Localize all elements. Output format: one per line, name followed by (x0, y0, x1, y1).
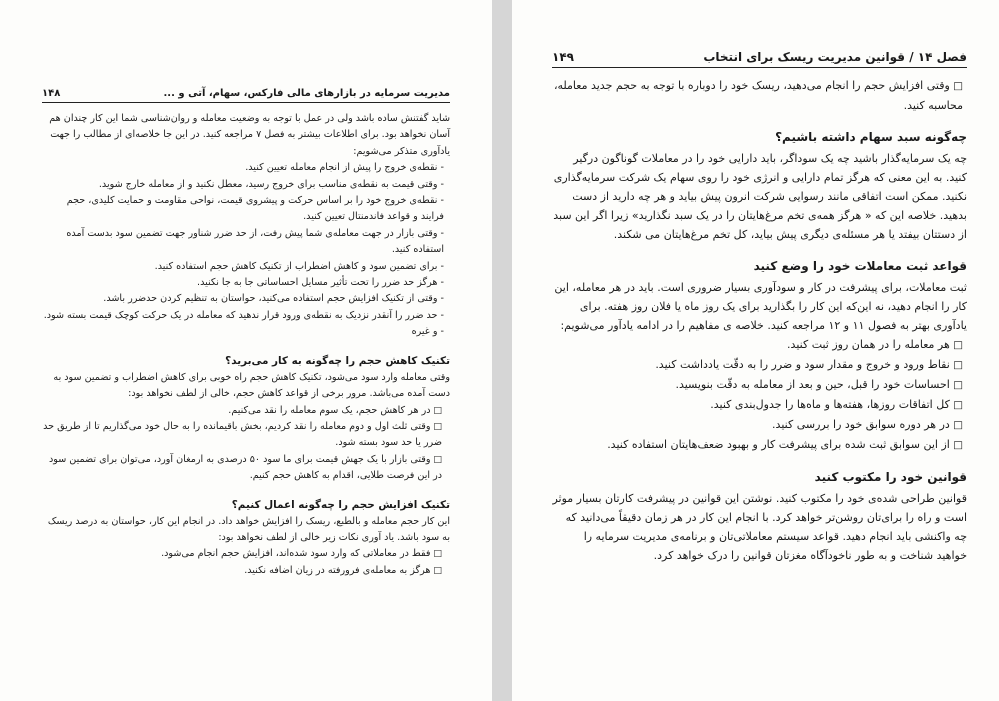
list-item: - حد ضرر را آنقدر نزدیک به نقطه‌ی ورود قرار ندهید که معامله در یک حرکت کوچک قیمت بسته شود. (42, 308, 450, 324)
section-paragraph: این کار حجم معامله و بالطبع، ریسک را افزایش خواهد داد. در انجام این کار، حواستان به درصد ریسک به سود باشد. یاد آوری نکات زیر خالی از لطف نخواهد بود: (47, 515, 450, 543)
list-item: - وقتی از تکنیک افزایش حجم استفاده می‌کنید، حواستان به تنظیم کردن حدضرر باشد. (42, 291, 450, 307)
checkbox-list (42, 546, 450, 579)
checkbox-list (552, 335, 967, 455)
list-item: □ وقتی افزایش حجم را انجام می‌دهید، ریسک خود را دوباره با توجه به حجم جدید معامله، محاسبه کنید. (552, 76, 967, 115)
list-item: □ در هر دوره سوابق خود را بررسی کنید. (552, 415, 967, 435)
running-title: مدیریت سرمایه در بازارهای مالی فارکس، سهام، آتی و ... (163, 88, 450, 99)
list-item: - هرگز حد ضرر را تحت تأثیر مسایل احساساتی جا به جا نکنید. (42, 275, 450, 291)
checkbox-list (42, 403, 450, 485)
page-number: ۱۴۹ (552, 50, 574, 64)
list-item: □ وقتی بازار با یک جهش قیمت برای ما سود ۵۰ درصدی به ارمغان آورد، می‌توان برای تضمین سود در این فرصت طلایی، اقدام به کاهش حجم کنیم. (42, 452, 450, 485)
book-gutter (492, 0, 512, 701)
list-item: □ نقاط ورود و خروج و مقدار سود و ضرر را به دقّت یادداشت کنید. (552, 355, 967, 375)
list-item: □ فقط در معاملاتی که وارد سود شده‌اند، افزایش حجم انجام می‌شود. (42, 546, 450, 562)
summary-list (42, 160, 450, 340)
list-item: □ در هر کاهش حجم، یک سوم معامله را نقد می‌کنیم. (42, 403, 450, 419)
running-title: فصل ۱۴ / قوانین مدیریت ریسک برای انتخاب (703, 50, 967, 64)
list-item: □ هر معامله را در همان روز ثبت کنید. (552, 335, 967, 355)
list-item: □ هرگز به معامله‌ی فرورفته در زیان اضافه نکنید. (42, 563, 450, 579)
section-heading: تکنیک کاهش حجم را چه‌گونه به کار می‌برید؟ (225, 354, 450, 367)
list-item: - نقطه‌ی خروج خود را بر اساس حرکت و پیشروی قیمت، نواحی مقاومت و حمایت کلیدی، حجم فرایند و قواعد فاندمنتال تعیین کنید. (42, 193, 450, 226)
section-paragraph: قوانین طراحی شده‌ی خود را مکتوب کنید. نوشتن این قوانین در پیشرفت کارتان بسیار موثر است و راه را برای‌تان روشن‌تر خواهد کرد. با انجام این کار در هر زمان دقیقاً می‌دانید که چه واکنشی باید انجام دهید. قواعد سیستم معاملاتی‌تان و برنامه‌ی مدیریت سرمایه را خواهید شناخت و به طور ناخودآگاه مغزتان قوانین را درک خواهد کرد. (552, 492, 967, 562)
checkbox-list (552, 76, 967, 115)
list-item: - برای تضمین سود و کاهش اضطراب از تکنیک کاهش حجم استفاده کنید. (42, 259, 450, 275)
section-heading: تکنیک افزایش حجم را چه‌گونه اعمال کنیم؟ (231, 498, 450, 511)
section-paragraph: چه یک سرمایه‌گذار باشید چه یک سوداگر، باید دارایی خود را در معاملات گوناگون درگیر کنید. به این معنی که هرگز تمام دارایی و انرژی خود را روی سهام یک شرکت سرمایه‌گذاری نکنید. ممکن است اتفاقی مانند رسوایی شرکت انرون پیش بیاید و هر چه دارید از دست بدهید. خلاصه این که « هرگز همه‌ی تخم مرغ‌هایتان را در یک سبد نگذارید» زیرا اگر این سبد از دستتان بیفتد یا هر مسئله‌ی دیگری پیش بیاید، کل تخم مرغ‌هایتان می شکند. (553, 152, 967, 241)
page-number: ۱۴۸ (42, 88, 61, 99)
running-head (552, 50, 967, 68)
list-item: - وقتی قیمت به نقطه‌ی مناسب برای خروج رسید، معطل نکنید و از معامله خارج شوید. (42, 177, 450, 193)
list-item: - وقتی بازار در جهت معامله‌ی شما پیش رفت، از حد ضرر شناور جهت تضمین سود بدست آمده استفاده کنید. (42, 226, 450, 259)
running-head (42, 88, 450, 103)
section-paragraph: ثبت معاملات، برای پیشرفت در کار و سودآوری بسیار ضروری است. باید در هر معامله، این کار را انجام دهید، نه این‌که این کار را بگذارید برای یک روز ماه یا فلان روز هفته. برای یادآوری بهتر به فصول ۱۱ و ۱۲ مراجعه کنید. خلاصه ی مفاهیم را در ادامه یادآور می‌شویم: (554, 281, 967, 332)
section-heading: چه‌گونه سبد سهام داشته باشیم؟ (775, 130, 967, 144)
section-heading: قوانین خود را مکتوب کنید (814, 470, 967, 484)
list-item: □ احساسات خود را قبل، حین و بعد از معامله به دقّت بنویسید. (552, 375, 967, 395)
list-item: - نقطه‌ی خروج را پیش از انجام معامله تعیین کنید. (42, 160, 450, 176)
list-item: □ از این سوابق ثبت شده برای پیشرفت کار و بهبود ضعف‌هایتان استفاده کنید. (552, 435, 967, 455)
right-page (512, 0, 999, 701)
list-item: □ وقتی ثلث اول و دوم معامله را نقد کردیم، بخش باقیمانده را به حال خود می‌گذاریم تا از طریق حد ضرر یا حد سود بسته شود. (42, 419, 450, 452)
list-item: □ کل اتفاقات روزها، هفته‌ها و ماه‌ها را جدول‌بندی کنید. (552, 395, 967, 415)
section-heading: قواعد ثبت معاملات خود را وضع کنید (753, 259, 967, 273)
section-paragraph: وقتی معامله وارد سود می‌شود، تکنیک کاهش حجم راه خوبی برای کاهش اضطراب و تضمین سود به دست آمده می‌باشد. مرور برخی از قواعد کاهش حجم، خالی از لطف نخواهد بود: (53, 371, 450, 400)
list-item: - و غیره (42, 324, 450, 340)
left-page (0, 0, 492, 701)
intro-paragraph: شاید گفتنش ساده باشد ولی در عمل با توجه به وضعیت معامله و روان‌شناسی شما این کار چندان هم آسان نخواهد بود. برای اطلاعات بیشتر به فصل ۷ مراجعه کنید. در این جا خلاصه‌ای از مطالب را جهت یادآوری متذکر می‌شویم: (49, 113, 450, 157)
